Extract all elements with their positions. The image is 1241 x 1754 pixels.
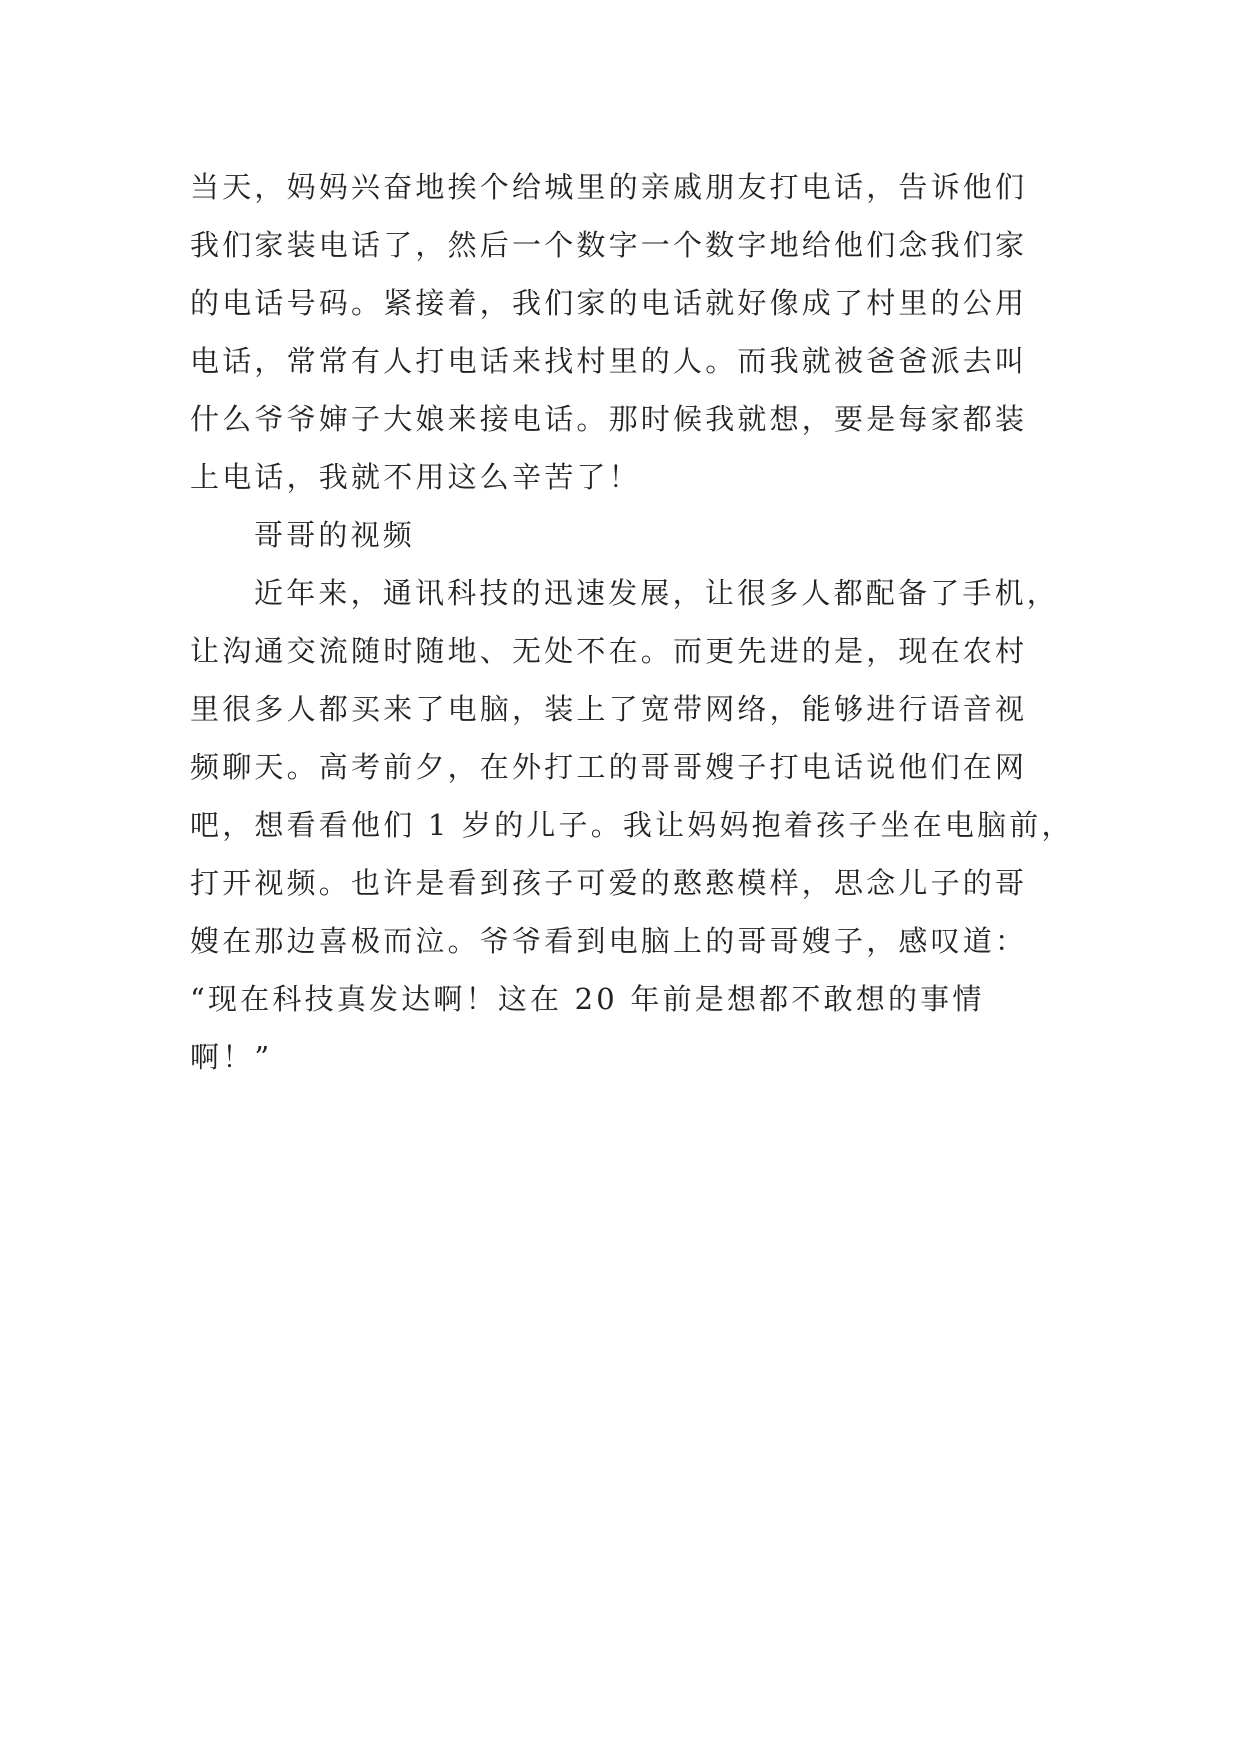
paragraph-line: 频聊天。高考前夕，在外打工的哥哥嫂子打电话说他们在网 (190, 750, 1028, 784)
document-body (190, 158, 1074, 1086)
paragraph-line: 什么爷爷婶子大娘来接电话。那时候我就想，要是每家都装 (190, 402, 1028, 436)
paragraph-line: 啊！” (190, 1040, 273, 1074)
section-heading: 哥哥的视频 (254, 518, 416, 552)
paragraph-line: 让沟通交流随时随地、无处不在。而更先进的是，现在农村 (190, 634, 1028, 668)
paragraph-line: 近年来，通讯科技的迅速发展，让很多人都配备了手机， (254, 576, 1060, 610)
paragraph-line: 我们家装电话了，然后一个数字一个数字地给他们念我们家 (190, 228, 1028, 262)
paragraph-line: 的电话号码。紧接着，我们家的电话就好像成了村里的公用 (190, 286, 1028, 320)
paragraph-1 (190, 158, 1052, 506)
paragraph-2 (190, 564, 1074, 1086)
paragraph-line: 嫂在那边喜极而泣。爷爷看到电脑上的哥哥嫂子，感叹道： (190, 924, 1028, 958)
paragraph-line: 吧，想看看他们 1 岁的儿子。我让妈妈抱着孩子坐在电脑前， (190, 808, 1074, 842)
paragraph-line: 打开视频。也许是看到孩子可爱的憨憨模样，思念儿子的哥 (190, 866, 1028, 900)
paragraph-line: 电话，常常有人打电话来找村里的人。而我就被爸爸派去叫 (190, 344, 1028, 378)
paragraph-line: “现在科技真发达啊！这在 20 年前是想都不敢想的事情 (190, 982, 985, 1016)
paragraph-line: 当天，妈妈兴奋地挨个给城里的亲戚朋友打电话，告诉他们 (190, 170, 1028, 204)
paragraph-line: 里很多人都买来了电脑，装上了宽带网络，能够进行语音视 (190, 692, 1028, 726)
paragraph-line: 上电话，我就不用这么辛苦了！ (190, 460, 641, 494)
